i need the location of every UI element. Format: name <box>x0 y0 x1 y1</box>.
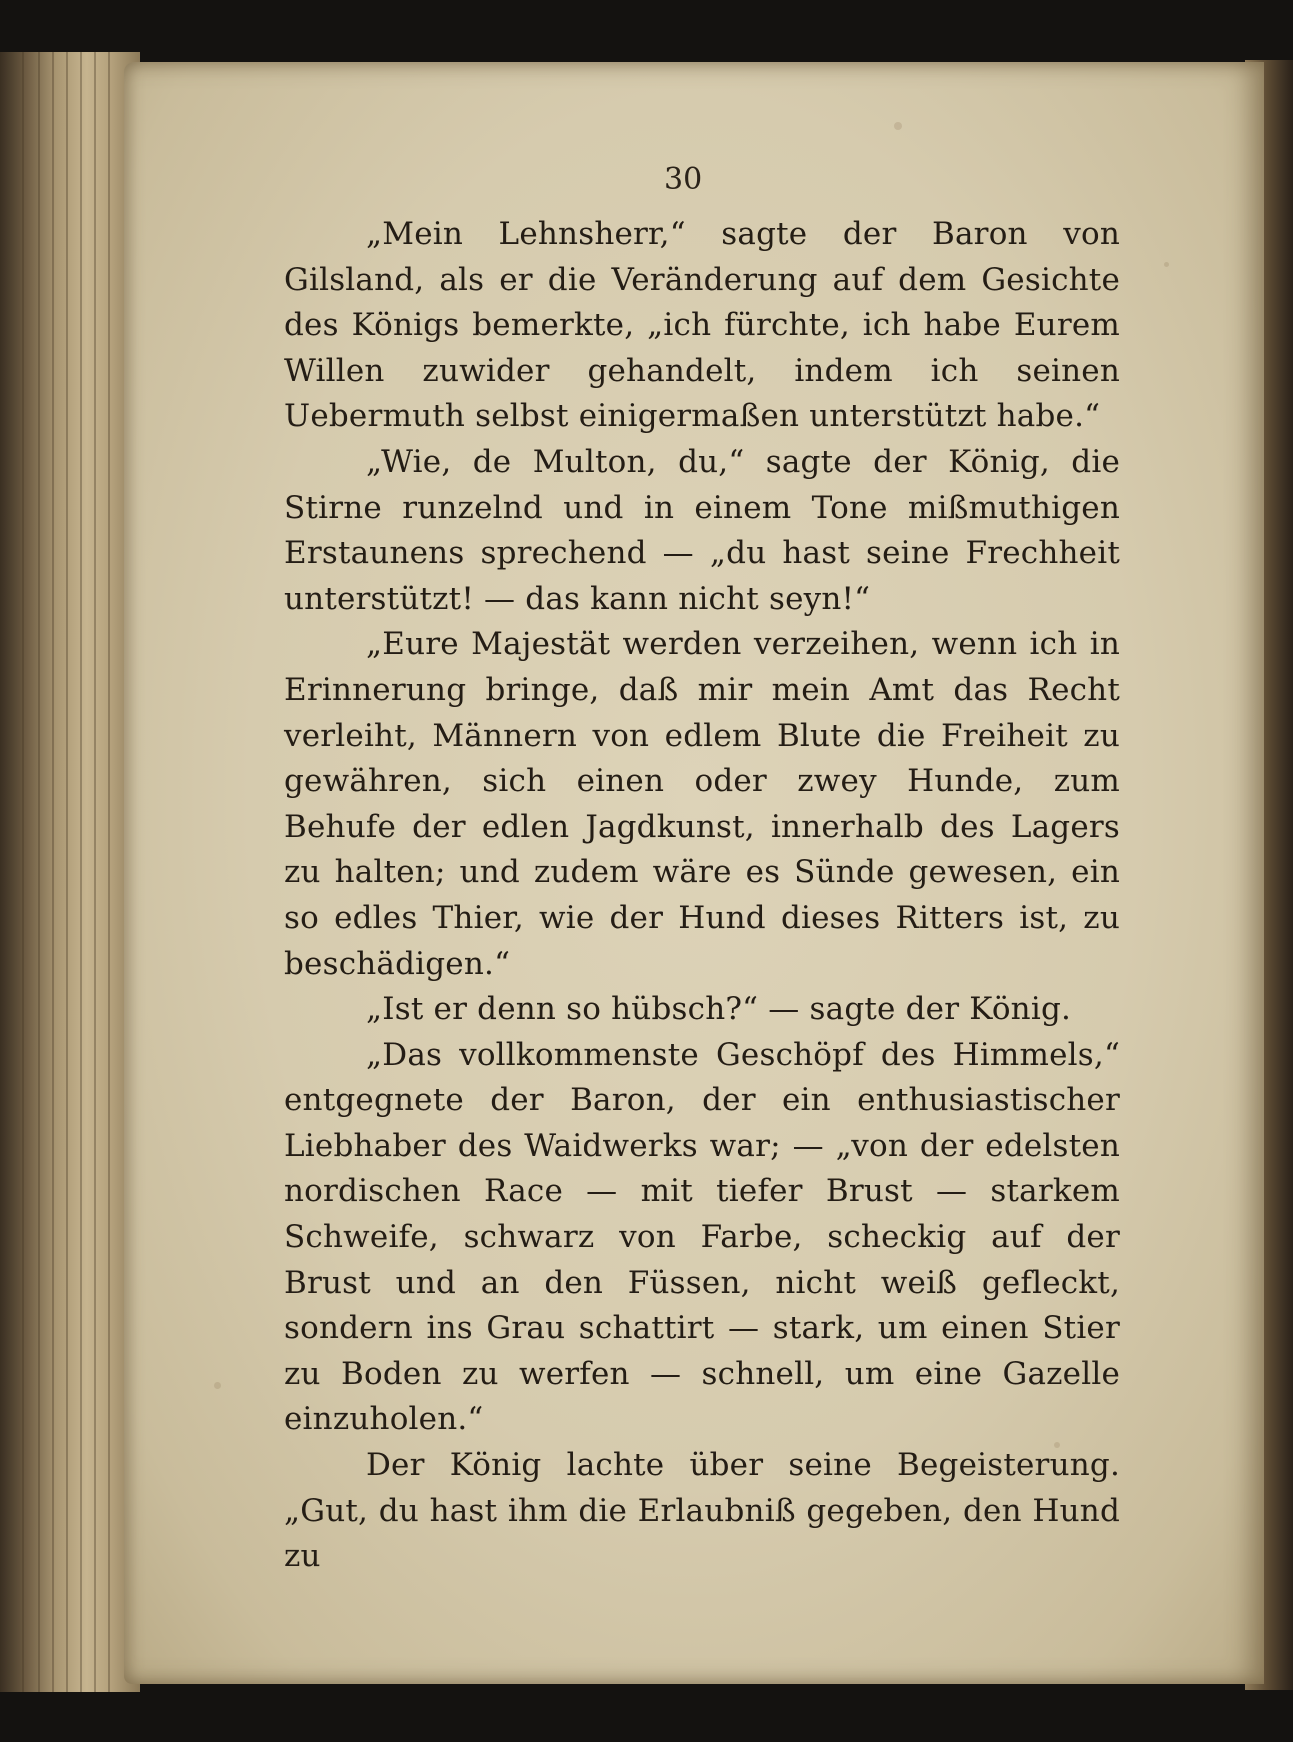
paragraph-6: Der König lachte über seine Begeisterung. „Gut, du hast ihm die Erlaubniß gegeben, den Hund zu <box>284 1447 1120 1575</box>
paragraph-1: „Mein Lehnsherr,“ sagte der Baron von Gilsland, als er die Veränderung auf dem Gesichte des Königs bemerkte, „ich fürchte, ich habe Eurem Willen zuwider gehandelt, indem ich seinen Uebermuth selbst einigermaßen unterstützt habe.“ <box>284 216 1120 435</box>
page-number: 30 <box>664 162 703 197</box>
paragraph-2: „Wie, de Multon, du,“ sagte der König, die Stirne runzelnd und in einem Tone mißmuthigen Erstaunens sprechend — „du hast seine Frechheit unterstützt! — das kann nicht seyn!“ <box>284 443 1120 617</box>
body-text <box>284 212 1120 1580</box>
paragraph-5: „Das vollkommenste Geschöpf des Himmels,“ entgegnete der Baron, der ein enthusiastischer Liebhaber des Waidwerks war; — „von der edelsten nordischen Race — mit tiefer Brust — starkem Schweife, schwarz von Farbe, scheckig auf der Brust und an den Füssen, nicht weiß gefleckt, sondern ins Grau schattirt — stark, um einen Stier zu Boden zu werfen — schnell, um eine Gazelle einzuholen.“ <box>284 1036 1120 1438</box>
page-stack-edges <box>0 52 140 1692</box>
paragraph-4: „Ist er denn so hübsch?“ — sagte der König. <box>366 991 1072 1028</box>
paragraph-3: „Eure Majestät werden verzeihen, wenn ich in Erinnerung bringe, daß mir mein Amt das Recht verleiht, Männern von edlem Blute die Freiheit zu gewähren, sich einen oder zwey Hunde, zum Behufe der edlen Jagdkunst, innerhalb des Lagers zu halten; und zudem wäre es Sünde gewesen, ein so edles Thier, wie der Hund dieses Ritters ist, zu beschädigen.“ <box>284 626 1120 982</box>
